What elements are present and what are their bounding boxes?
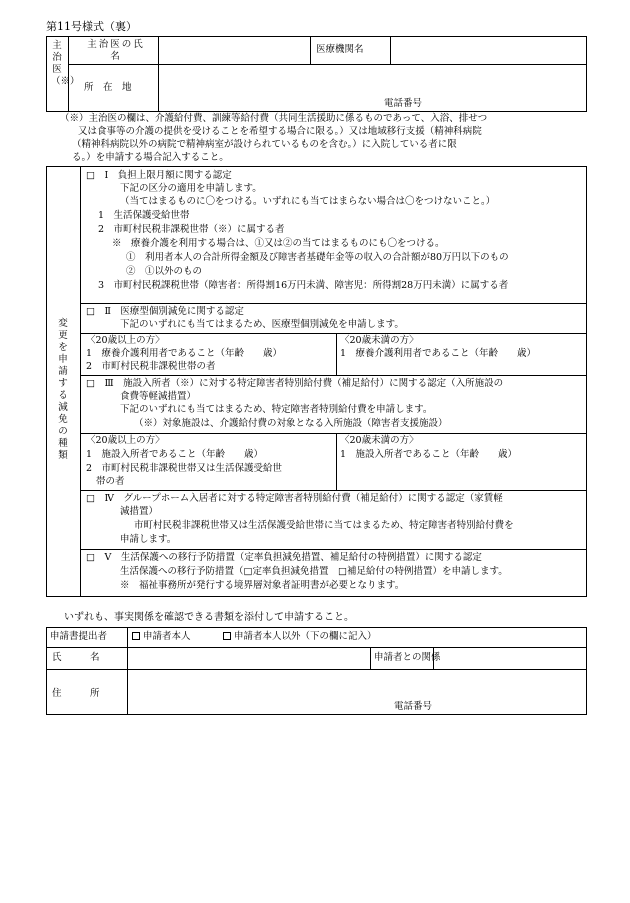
doctor-address-label: 所 在 地 xyxy=(84,82,132,93)
section-1-line: 下記の区分の適用を申請します。 xyxy=(120,183,262,194)
section-4-heading-cont: 減措置） xyxy=(120,506,159,517)
doctor-side-label: 主治医（※） xyxy=(51,40,80,87)
section-3-right-header: 〈20歳未満の方〉 xyxy=(340,435,419,446)
section-2-checkbox[interactable]: □ Ⅱ 医療型個別減免に関する認定 xyxy=(86,306,244,317)
section-3-note: （※）対象施設は、介護給付費の対象となる入所施設（障害者支援施設） xyxy=(134,418,448,429)
reduction-side-label: 変更を申請する減免の種類 xyxy=(58,318,68,461)
section-2-right-header: 〈20歳未満の方〉 xyxy=(340,335,419,346)
option-self[interactable]: 申請者本人 xyxy=(132,631,191,643)
doctor-note-line: る。）を申請する場合記入すること。 xyxy=(72,152,229,163)
section-4-line: 申請します。 xyxy=(120,534,177,545)
relation-label: 申請者との関係 xyxy=(374,652,441,663)
option-2[interactable]: 2 市町村民税非課税世帯（※）に属する者 xyxy=(98,224,285,235)
section-3-checkbox[interactable]: □ Ⅲ 施設入所者（※）に対する特定障害者特別給付費（補足給付）に関する認定（入所施設の xyxy=(86,378,504,389)
institution-field[interactable] xyxy=(392,38,585,62)
submitter-name-label: 氏 名 xyxy=(52,652,100,663)
section-4-line: 市町村民税非課税世帯又は生活保護受給世帯に当てはまるため、特定障害者特別給付費を xyxy=(134,520,514,531)
section-1-burden-cap xyxy=(82,168,585,301)
submitter-phone-label: 電話番号 xyxy=(394,701,433,712)
option-2-a[interactable]: ① 利用者本人の合計所得金額及び障害者基礎年金等の収入の合計額が80万円以下のもの xyxy=(126,252,509,263)
section-1-line: （当てはまるものに〇をつける。いずれにも当てはまらない場合は〇をつけないこと。） xyxy=(120,196,496,207)
doctor-name-field[interactable] xyxy=(160,38,308,62)
section-3-line: 下記のいずれにも当てはまるため、特定障害者特別給付費を申請します。 xyxy=(120,404,433,415)
section-1-checkbox[interactable]: □ Ⅰ 負担上限月額に関する認定 xyxy=(86,170,232,181)
section-2-left-item: 1 療養介護利用者であること（年齢 歳） xyxy=(86,348,283,359)
section-5-line: 生活保護への移行予防措置（□定率負担減免措置 □補足給付の特例措置）を申請します。 xyxy=(120,566,508,577)
institution-label: 医療機関名 xyxy=(316,44,364,55)
section-4-checkbox[interactable]: □ Ⅳ グループホーム入居者に対する特定障害者特別給付費（補足給付）に関する認定（家賃軽 xyxy=(86,493,503,504)
section-2-left-header: 〈20歳以上の方〉 xyxy=(86,335,165,346)
section-5-checkbox[interactable]: □ Ⅴ 生活保護への移行予防措置（定率負担減免措置、補足給付の特例措置）に関する認定 xyxy=(86,552,482,563)
section-3-left-item: 帯の者 xyxy=(96,476,125,487)
checkbox-icon xyxy=(223,632,231,640)
submitter-label: 申請書提出者 xyxy=(50,631,108,642)
option-2-b[interactable]: ② ①以外のもの xyxy=(126,266,203,277)
section-3-right-item: 1 施設入所者であること（年齢 歳） xyxy=(340,449,518,460)
form-title: 第11号様式（裏） xyxy=(46,20,137,33)
relation-field[interactable] xyxy=(435,649,585,667)
doctor-note-line: （精神科病院以外の病院で精神病室が設けられているものを含む。）に入院している者に限 xyxy=(72,139,457,150)
section-3-heading-cont: 食費等軽減措置） xyxy=(120,391,197,402)
section-3-left-item: 1 施設入所者であること（年齢 歳） xyxy=(86,449,264,460)
section-5-note: ※ 福祉事務所が発行する境界層対象者証明書が必要となります。 xyxy=(120,580,405,591)
doctor-address-field[interactable] xyxy=(160,66,585,110)
doctor-note-line: 又は食事等の介護の提供を受けることを希望する場合に限る。）又は地域移行支援（精神科病院 xyxy=(78,126,482,137)
submitter-address-field[interactable] xyxy=(129,671,585,713)
option-other[interactable]: 申請者本人以外（下の欄に記入） xyxy=(223,631,377,643)
submitter-name-field[interactable] xyxy=(129,649,368,667)
checkbox-icon xyxy=(132,632,140,640)
doctor-name-label: 主治医の氏名 xyxy=(87,39,145,62)
option-3[interactable]: 3 市町村民税課税世帯（障害者：所得割16万円未満、障害児：所得割28万円未満）に属する者 xyxy=(98,280,509,291)
section-2-line: 下記のいずれにも当てはまるため、医療型個別減免を申請します。 xyxy=(120,319,404,330)
section-2-right-item: 1 療養介護利用者であること（年齢 歳） xyxy=(340,348,537,359)
section-3-left-item: 2 市町村民税非課税世帯又は生活保護受給世 xyxy=(86,463,283,474)
option-1[interactable]: 1 生活保護受給世帯 xyxy=(98,210,190,221)
section-1-note: ※ 療養介護を利用する場合は、①又は②の当てはまるものにも〇をつける。 xyxy=(112,238,445,249)
doctor-phone-label: 電話番号 xyxy=(384,98,423,109)
attach-note: いずれも、事実関係を確認できる書類を添付して申請すること。 xyxy=(64,612,354,623)
submitter-address-label: 住 所 xyxy=(52,688,100,699)
section-2-left-item: 2 市町村民税非課税世帯の者 xyxy=(86,361,216,372)
doctor-note-line: （※）主治医の欄は、介護給付費、訓練等給付費（共同生活援助に係るものであって、入浴、排せつ xyxy=(60,113,488,124)
section-3-left-header: 〈20歳以上の方〉 xyxy=(86,435,165,446)
